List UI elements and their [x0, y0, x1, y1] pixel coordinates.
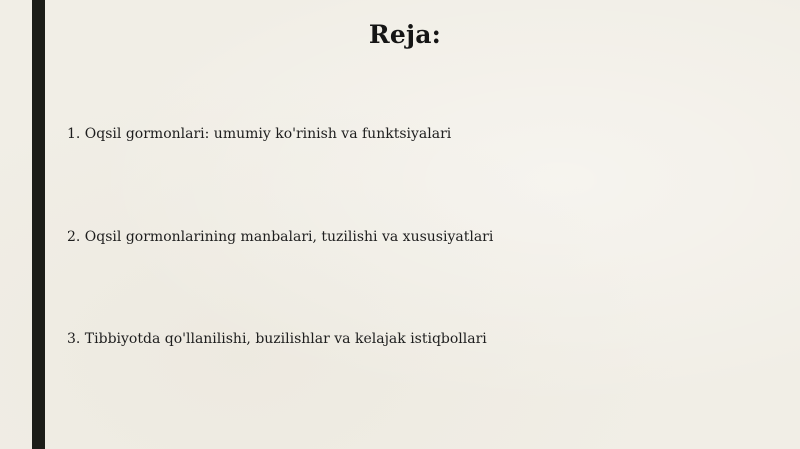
accent-bar [32, 0, 45, 449]
plan-item-3: 3. Tibbiyotda qo'llanilishi, buzilishlar va kelajak istiqbollari [67, 331, 487, 347]
plan-item-2: 2. Oqsil gormonlarining manbalari, tuzilishi va xususiyatlari [67, 229, 494, 245]
plan-item-1: 1. Oqsil gormonlari: umumiy ko'rinish va funktsiyalari [67, 126, 452, 142]
slide-title: Reja: [368, 20, 442, 49]
